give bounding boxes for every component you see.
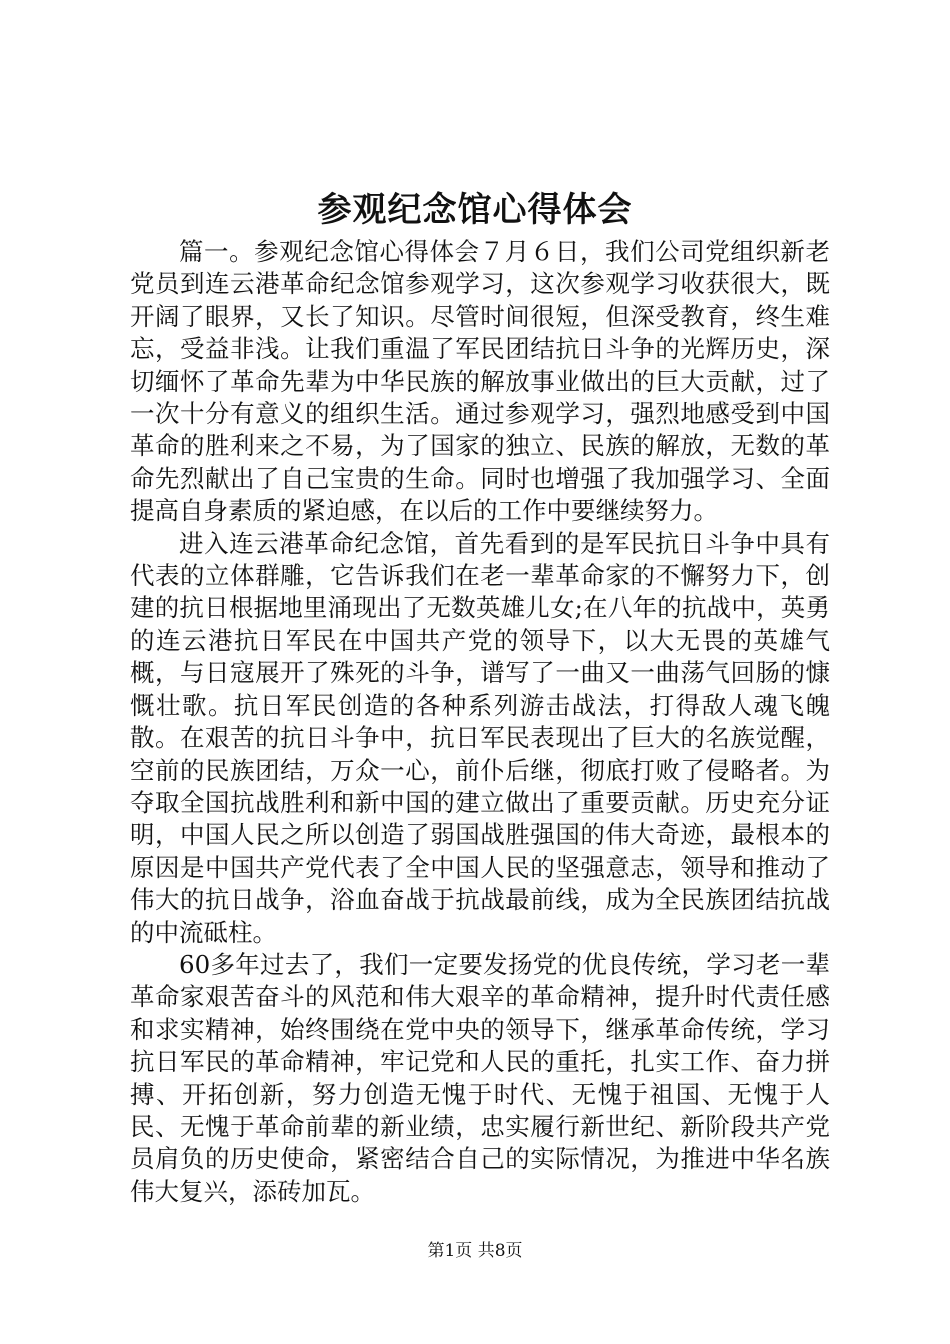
page-title: 参观纪念馆心得体会 (317, 190, 633, 230)
page-number: 第1页 共8页 (427, 1241, 523, 1261)
page-footer (0, 1240, 950, 1262)
document-body (130, 236, 830, 1208)
paragraph-3: 60多年过去了，我们一定要发扬党的优良传统，学习老一辈革命家艰苦奋斗的风范和伟大艰辛的革命精神，提升时代责任感和求实精神，始终围绕在党中央的领导下，继承革命传统，学习抗日军民的革命精神，牢记党和人民的重托，扎实工作、奋力拼搏、开拓创新，努力创造无愧于时代、无愧于祖国、无愧于人民、无愧于革命前辈的新业绩，忠实履行新世纪、新阶段共产党员肩负的历史使命，紧密结合自己的实际情况，为推进中华名族伟大复兴，添砖加瓦。 (130, 949, 830, 1206)
paragraph-1: 篇一。参观纪念馆心得体会７月６日，我们公司党组织新老党员到连云港革命纪念馆参观学习，这次参观学习收获很大，既开阔了眼界，又长了知识。尽管时间很短，但深受教育，终生难忘，受益非浅。让我们重温了军民团结抗日斗争的光辉历史，深切缅怀了革命先辈为中华民族的解放事业做出的巨大贡献，过了一次十分有意义的组织生活。通过参观学习，强烈地感受到中国革命的胜利来之不易，为了国家的独立、民族的解放，无数的革命先烈献出了自己宝贵的生命。同时也增强了我加强学习、全面提高自身素质的紧迫感，在以后的工作中要继续努力。 (130, 237, 830, 526)
paragraph-2: 进入连云港革命纪念馆，首先看到的是军民抗日斗争中具有代表的立体群雕，它告诉我们在老一辈革命家的不懈努力下，创建的抗日根据地里涌现出了无数英雄儿女;在八年的抗战中，英勇的连云港抗日军民在中国共产党的领导下，以大无畏的英雄气概，与日寇展开了殊死的斗争，谱写了一曲又一曲荡气回肠的慷慨壮歌。抗日军民创造的各种系列游击战法，打得敌人魂飞魄散。在艰苦的抗日斗争中，抗日军民表现出了巨大的名族觉醒，空前的民族团结，万众一心，前仆后继，彻底打败了侵略者。为夺取全国抗战胜利和新中国的建立做出了重要贡献。历史充分证明，中国人民之所以创造了弱国战胜强国的伟大奇迹，最根本的原因是中国共产党代表了全中国人民的坚强意志，领导和推动了伟大的抗日战争，浴血奋战于抗战最前线，成为全民族团结抗战的中流砥柱。 (130, 528, 830, 947)
